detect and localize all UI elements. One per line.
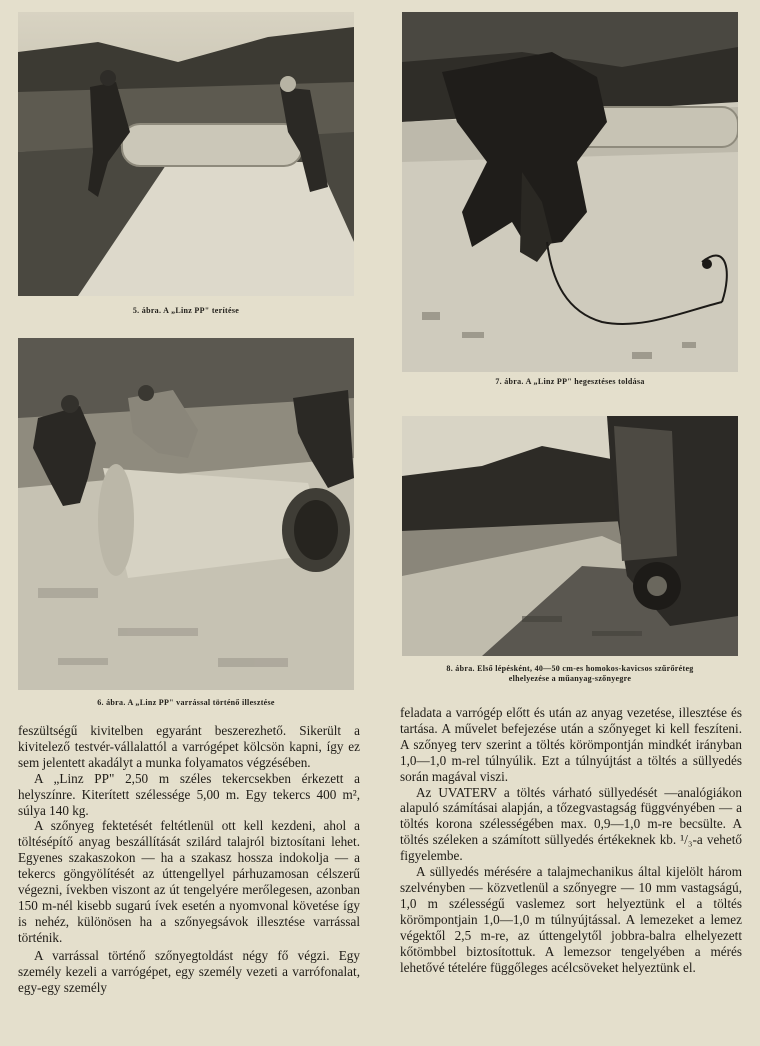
figure-8-caption <box>402 664 738 684</box>
figure-5-caption: 5. ábra. A „Linz PP" terítése <box>132 306 240 315</box>
figure-8-caption-line1: 8. ábra. Első lépésként, 40—50 cm-es homokos-kavicsos szűrőréteg <box>446 664 694 673</box>
figure-5-photo <box>18 12 354 296</box>
paragraph: feszültségű kivitelben egyaránt beszerezhető. Sikerült a kivitelező testvér-vállalattól a varrógépet kölcsön kapni, így ez sem jelentett akadályt a munka folyamatos végzésében. <box>18 723 360 770</box>
figure-7-photo <box>402 12 738 372</box>
text-column-right <box>400 705 742 975</box>
paragraph: A süllyedés mérésére a talajmechanikus által kijelölt három szelvényben — közvetlenül a szőnyegre — 10 mm vastagságú, 1,0 m szélességű vaslemez sort helyeztünk el a töltés körömpontjain 1,0—1,0 m túlnyújtással. A lemezeket a lemez végektől 2,5 m-re, az úttengelytől jobbra-balra elhelyezett kőtömbbel biztosítottuk. A lemezsor tengelyében a mérés lehetővé tételére függőleges acélcsöveket helyeztünk el. <box>400 864 742 975</box>
text-column-left <box>18 723 360 995</box>
paragraph: A „Linz PP" 2,50 m széles tekercsekben érkezett a helyszínre. Kiterített szélessége 5,00 m. Egy tekercs 400 m², súlya 140 kg. <box>18 770 360 818</box>
figure-8-photo <box>402 416 738 656</box>
paragraph: Az UVATERV a töltés várható süllyedését —analógiákon alapuló számításai alapján, a tőzegvastagság függvényében — a töltés korona szélességében max. 0,9—1,0 m-re becsülte. A töltés széleken a számított süllyedés értékeknek kb. ¹/₃-a vehető figyelembe. <box>400 784 742 864</box>
figure-7-caption: 7. ábra. A „Linz PP" hegesztéses toldása <box>495 377 645 386</box>
figure-8-caption-line2: elhelyezése a műanyag-szőnyegre <box>508 674 632 683</box>
paragraph: A szőnyeg fektetését feltétlenül ott kell kezdeni, ahol a töltésépítő anyag beszállítását szilárd talajról biztosítani lehet. Egyenes szakaszokon — ha a szakasz hossza indokolja — a tekercs göngyölítését az úttengellyel párhuzamosan célszerű végezni, ívekben viszont az út tengelyére merőlegesen, azonban 150 m-nél kisebb sugarú ívek esetén a nyomvonal követése így is nehéz, különösen ha a szőnyegsávok illesztése varrással történik. <box>18 818 360 945</box>
paragraph: A varrással történő szőnyegtoldást négy fő végzi. Egy személy kezeli a varrógépet, egy személy vezeti a varrófonalat, egy-egy személy <box>18 947 360 995</box>
paragraph: feladata a varrógép előtt és után az anyag vezetése, illesztése és tartása. A művelet befejezése után a szőnyeget ki kell feszíteni. A szőnyeg terv szerint a töltés körömpontján mindkét irányban 1,0—1,0 m-rel túlnyúlik. Ezt a túlnyújtást a töltés a süllyedés során magával viszi. <box>400 705 742 784</box>
figure-6-photo <box>18 338 354 690</box>
figure-6-caption: 6. ábra. A „Linz PP" varrással történő illesztése <box>97 698 275 707</box>
